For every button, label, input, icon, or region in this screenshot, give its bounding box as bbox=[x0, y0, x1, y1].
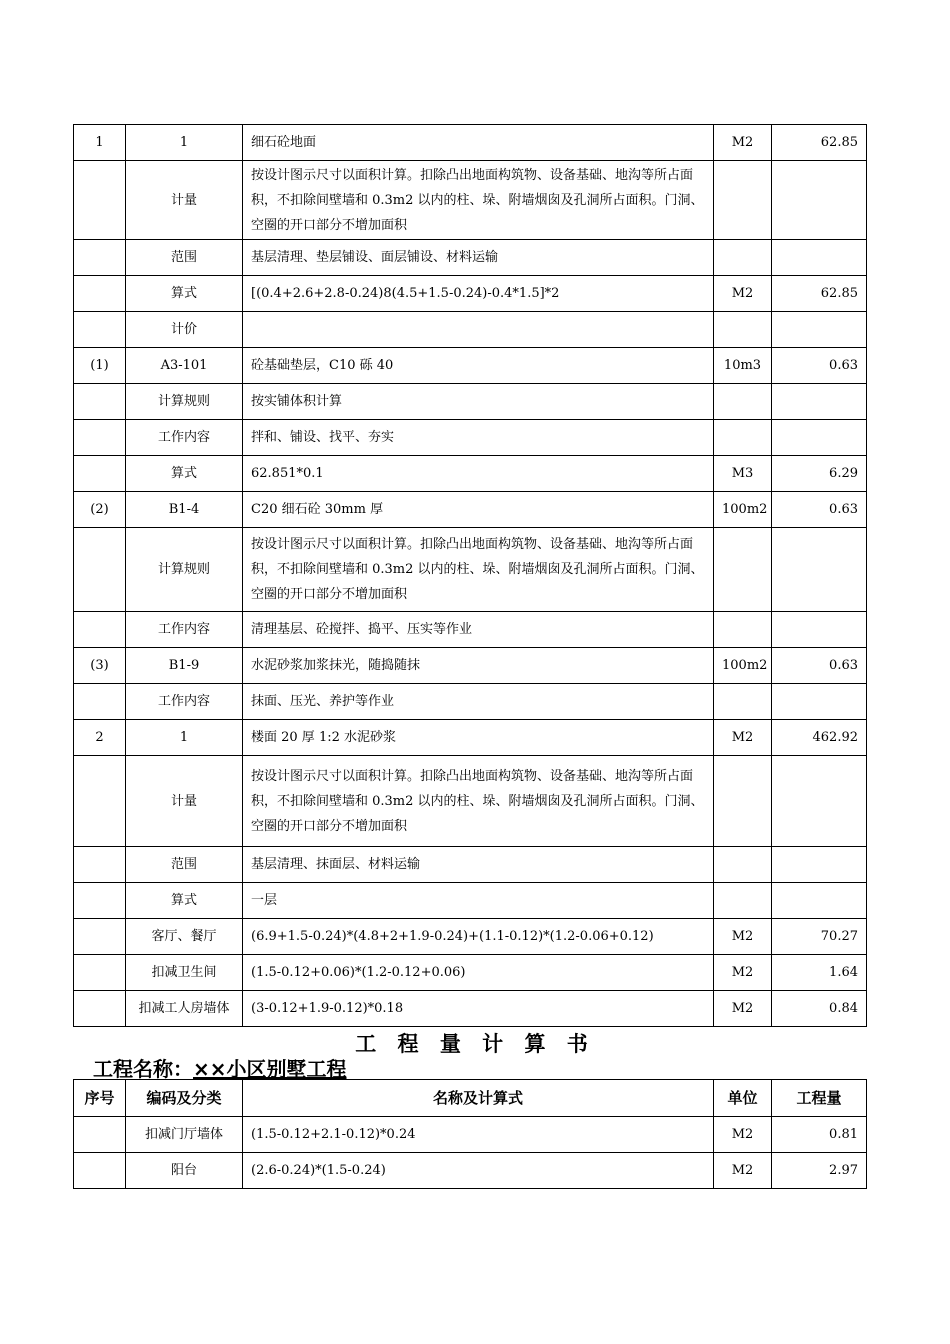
cell-unit: M2 bbox=[714, 720, 772, 756]
cell-qty bbox=[772, 756, 867, 847]
quantity-table-continued bbox=[73, 124, 867, 1027]
cell-no bbox=[74, 991, 126, 1027]
cell-unit: M2 bbox=[714, 276, 772, 312]
cell-desc: 62.851*0.1 bbox=[243, 456, 714, 492]
cell-qty bbox=[772, 684, 867, 720]
cell-no bbox=[74, 919, 126, 955]
cell-qty: 0.63 bbox=[772, 648, 867, 684]
cell-desc: (3-0.12+1.9-0.12)*0.18 bbox=[243, 991, 714, 1027]
cell-desc: 水泥砂浆加浆抹光，随捣随抹 bbox=[243, 648, 714, 684]
table-row bbox=[74, 919, 867, 955]
cell-desc: 基层清理、垫层铺设、面层铺设、材料运输 bbox=[243, 240, 714, 276]
cell-desc: 按设计图示尺寸以面积计算。扣除凸出地面构筑物、设备基础、地沟等所占面积，不扣除间壁墙和 0.3m2 以内的柱、垛、附墙烟囱及孔洞所占面积。门洞、空圈的开口部分不增加面积 bbox=[243, 756, 714, 847]
cell-code: 范围 bbox=[126, 847, 243, 883]
table-row bbox=[74, 1117, 867, 1153]
cell-qty: 1.64 bbox=[772, 955, 867, 991]
cell-desc: 按设计图示尺寸以面积计算。扣除凸出地面构筑物、设备基础、地沟等所占面积，不扣除间壁墙和 0.3m2 以内的柱、垛、附墙烟囱及孔洞所占面积。门洞、空圈的开口部分不增加面积 bbox=[243, 161, 714, 240]
cell-qty bbox=[772, 384, 867, 420]
cell-desc: (1.5-0.12+2.1-0.12)*0.24 bbox=[243, 1117, 714, 1153]
cell-desc: 按设计图示尺寸以面积计算。扣除凸出地面构筑物、设备基础、地沟等所占面积，不扣除间壁墙和 0.3m2 以内的柱、垛、附墙烟囱及孔洞所占面积。门洞、空圈的开口部分不增加面积 bbox=[243, 528, 714, 612]
cell-unit bbox=[714, 847, 772, 883]
table-row bbox=[74, 125, 867, 161]
table-row bbox=[74, 955, 867, 991]
cell-desc: 清理基层、砼搅拌、捣平、压实等作业 bbox=[243, 612, 714, 648]
cell-qty: 62.85 bbox=[772, 125, 867, 161]
cell-qty: 0.81 bbox=[772, 1117, 867, 1153]
table-row bbox=[74, 161, 867, 240]
cell-no bbox=[74, 955, 126, 991]
project-name-value: ××小区别墅工程 bbox=[193, 1057, 347, 1081]
cell-qty: 462.92 bbox=[772, 720, 867, 756]
cell-desc: 基层清理、抹面层、材料运输 bbox=[243, 847, 714, 883]
quantity-table bbox=[73, 1079, 867, 1189]
table-row bbox=[74, 420, 867, 456]
cell-unit: M2 bbox=[714, 125, 772, 161]
cell-desc: 砼基础垫层，C10 砾 40 bbox=[243, 348, 714, 384]
cell-no bbox=[74, 456, 126, 492]
cell-code: 计算规则 bbox=[126, 528, 243, 612]
cell-qty bbox=[772, 240, 867, 276]
table-row bbox=[74, 240, 867, 276]
cell-code: 1 bbox=[126, 720, 243, 756]
cell-code: A3-101 bbox=[126, 348, 243, 384]
table-row bbox=[74, 847, 867, 883]
cell-code: 扣减卫生间 bbox=[126, 955, 243, 991]
cell-code: B1-9 bbox=[126, 648, 243, 684]
cell-qty bbox=[772, 847, 867, 883]
header-code: 编码及分类 bbox=[126, 1080, 243, 1117]
cell-unit: 10m3 bbox=[714, 348, 772, 384]
cell-unit bbox=[714, 384, 772, 420]
cell-qty bbox=[772, 312, 867, 348]
cell-code: 工作内容 bbox=[126, 420, 243, 456]
cell-no bbox=[74, 161, 126, 240]
table-row bbox=[74, 991, 867, 1027]
cell-qty: 70.27 bbox=[772, 919, 867, 955]
cell-no bbox=[74, 420, 126, 456]
cell-unit bbox=[714, 528, 772, 612]
header-qty: 工程量 bbox=[772, 1080, 867, 1117]
table-row bbox=[74, 348, 867, 384]
table-header-row bbox=[74, 1080, 867, 1117]
table-row bbox=[74, 492, 867, 528]
cell-qty bbox=[772, 161, 867, 240]
project-name-line bbox=[93, 1053, 347, 1082]
cell-unit bbox=[714, 684, 772, 720]
table-row bbox=[74, 883, 867, 919]
document-title: 工 程 量 计 算 书 bbox=[355, 1032, 595, 1056]
header-unit: 单位 bbox=[714, 1080, 772, 1117]
cell-desc: 抹面、压光、养护等作业 bbox=[243, 684, 714, 720]
cell-desc: C20 细石砼 30mm 厚 bbox=[243, 492, 714, 528]
table-row bbox=[74, 1153, 867, 1189]
cell-no bbox=[74, 756, 126, 847]
cell-no bbox=[74, 1117, 126, 1153]
cell-code: 计价 bbox=[126, 312, 243, 348]
cell-unit: M3 bbox=[714, 456, 772, 492]
header-no: 序号 bbox=[74, 1080, 126, 1117]
cell-no bbox=[74, 684, 126, 720]
cell-desc: 一层 bbox=[243, 883, 714, 919]
cell-no bbox=[74, 312, 126, 348]
cell-code: 范围 bbox=[126, 240, 243, 276]
cell-no bbox=[74, 240, 126, 276]
table-row bbox=[74, 528, 867, 612]
cell-code: 扣减门厅墙体 bbox=[126, 1117, 243, 1153]
cell-desc: 按实铺体积计算 bbox=[243, 384, 714, 420]
cell-no: 1 bbox=[74, 125, 126, 161]
table-row bbox=[74, 756, 867, 847]
cell-unit bbox=[714, 883, 772, 919]
cell-code: 算式 bbox=[126, 276, 243, 312]
cell-no bbox=[74, 528, 126, 612]
cell-desc: (6.9+1.5-0.24)*(4.8+2+1.9-0.24)+(1.1-0.12)*(1.2-0.06+0.12) bbox=[243, 919, 714, 955]
header-desc: 名称及计算式 bbox=[243, 1080, 714, 1117]
cell-no bbox=[74, 276, 126, 312]
cell-code: 计算规则 bbox=[126, 384, 243, 420]
project-name-label: 工程名称： bbox=[93, 1057, 193, 1081]
cell-unit bbox=[714, 240, 772, 276]
cell-desc: (1.5-0.12+0.06)*(1.2-0.12+0.06) bbox=[243, 955, 714, 991]
cell-unit bbox=[714, 420, 772, 456]
cell-code: 客厅、餐厅 bbox=[126, 919, 243, 955]
cell-code: 计量 bbox=[126, 161, 243, 240]
cell-code: 计量 bbox=[126, 756, 243, 847]
cell-unit: M2 bbox=[714, 1153, 772, 1189]
table-row bbox=[74, 720, 867, 756]
cell-unit bbox=[714, 312, 772, 348]
cell-code: 工作内容 bbox=[126, 612, 243, 648]
cell-unit bbox=[714, 161, 772, 240]
table-row bbox=[74, 384, 867, 420]
cell-no: 2 bbox=[74, 720, 126, 756]
cell-code: 1 bbox=[126, 125, 243, 161]
cell-code: B1-4 bbox=[126, 492, 243, 528]
cell-qty: 0.84 bbox=[772, 991, 867, 1027]
table-row bbox=[74, 648, 867, 684]
cell-unit: M2 bbox=[714, 991, 772, 1027]
table-row bbox=[74, 276, 867, 312]
cell-qty: 62.85 bbox=[772, 276, 867, 312]
cell-no: (3) bbox=[74, 648, 126, 684]
cell-qty bbox=[772, 883, 867, 919]
table-row bbox=[74, 684, 867, 720]
cell-no bbox=[74, 847, 126, 883]
cell-no bbox=[74, 1153, 126, 1189]
cell-qty bbox=[772, 612, 867, 648]
cell-qty: 6.29 bbox=[772, 456, 867, 492]
cell-code: 算式 bbox=[126, 883, 243, 919]
cell-desc: [(0.4+2.6+2.8-0.24)8(4.5+1.5-0.24)-0.4*1.5]*2 bbox=[243, 276, 714, 312]
cell-unit: 100m2 bbox=[714, 648, 772, 684]
cell-qty: 0.63 bbox=[772, 348, 867, 384]
cell-desc: 拌和、铺设、找平、夯实 bbox=[243, 420, 714, 456]
cell-qty: 0.63 bbox=[772, 492, 867, 528]
cell-unit bbox=[714, 612, 772, 648]
cell-no bbox=[74, 883, 126, 919]
cell-no: (1) bbox=[74, 348, 126, 384]
cell-code: 扣减工人房墙体 bbox=[126, 991, 243, 1027]
cell-desc: 楼面 20 厚 1:2 水泥砂浆 bbox=[243, 720, 714, 756]
cell-unit bbox=[714, 756, 772, 847]
cell-desc: 细石砼地面 bbox=[243, 125, 714, 161]
cell-qty bbox=[772, 420, 867, 456]
cell-qty bbox=[772, 528, 867, 612]
table-row bbox=[74, 312, 867, 348]
cell-no: (2) bbox=[74, 492, 126, 528]
cell-desc bbox=[243, 312, 714, 348]
cell-code: 阳台 bbox=[126, 1153, 243, 1189]
cell-code: 工作内容 bbox=[126, 684, 243, 720]
cell-unit: 100m2 bbox=[714, 492, 772, 528]
cell-no bbox=[74, 384, 126, 420]
cell-code: 算式 bbox=[126, 456, 243, 492]
cell-no bbox=[74, 612, 126, 648]
cell-unit: M2 bbox=[714, 919, 772, 955]
cell-unit: M2 bbox=[714, 1117, 772, 1153]
cell-desc: (2.6-0.24)*(1.5-0.24) bbox=[243, 1153, 714, 1189]
table-row bbox=[74, 612, 867, 648]
cell-qty: 2.97 bbox=[772, 1153, 867, 1189]
cell-unit: M2 bbox=[714, 955, 772, 991]
table-row bbox=[74, 456, 867, 492]
